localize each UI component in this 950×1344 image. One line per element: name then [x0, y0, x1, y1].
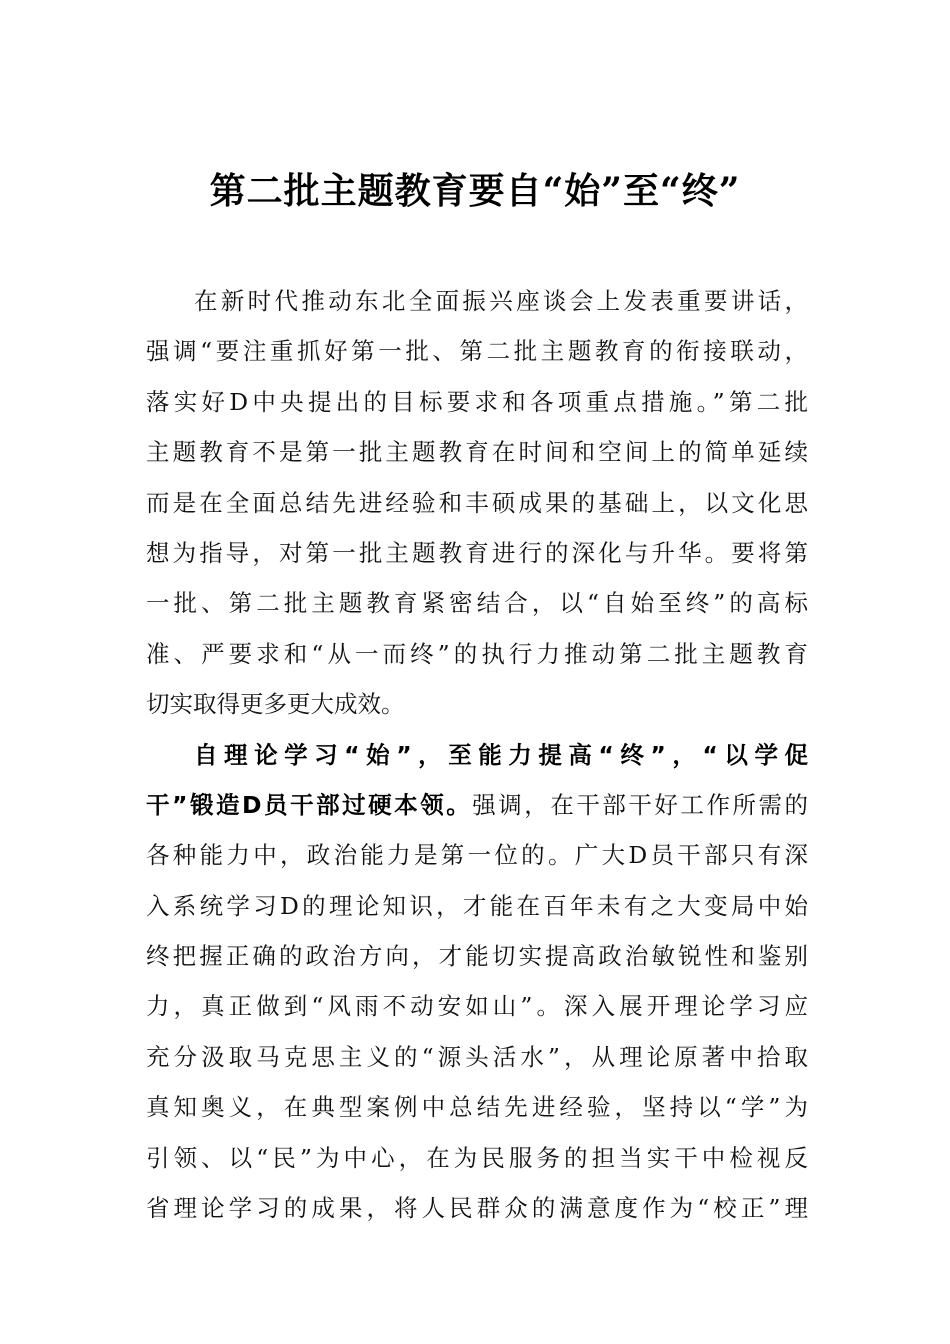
document-title: 第二批主题教育要自“始”至“终”	[209, 170, 741, 212]
text-line: 真知奥义，在典型案例中总结先进经验，坚持以“学”为	[146, 1093, 808, 1122]
text-line: 引领、以“民”为中心，在为民服务的担当实干中检视反	[146, 1143, 808, 1172]
section-heading-continued: 干”锻造D员干部过硬本领。	[146, 790, 473, 819]
text-line: 充分汲取马克思主义的“源头活水”，从理论原著中拾取	[146, 1042, 808, 1071]
document-body	[146, 276, 808, 1233]
text-line: 切实取得更多更大成效。	[146, 690, 405, 719]
text-line	[146, 730, 808, 780]
section-heading: 自理论学习“始”，至能力提高“终”，“以学促	[194, 740, 808, 769]
text-line: 一批、第二批主题教育紧密结合，以“自始至终”的高标	[146, 589, 808, 618]
text-line: 各种能力中，政治能力是第一位的。广大D员干部只有深	[146, 841, 808, 870]
text-line: 省理论学习的成果，将人民群众的满意度作为“校正”理	[146, 1194, 808, 1223]
text-line: 在新时代推动东北全面振兴座谈会上发表重要讲话，	[194, 287, 808, 315]
paragraph-1	[146, 276, 808, 730]
text-line: 而是在全面总结先进经验和丰硕成果的基础上，以文化思	[146, 488, 808, 517]
text-line	[146, 780, 808, 830]
text-line: 入系统学习D的理论知识，才能在百年未有之大变局中始	[146, 891, 808, 920]
text-line: 力，真正做到“风雨不动安如山”。深入展开理论学习应	[146, 992, 808, 1021]
text-line: 强调“要注重抓好第一批、第二批主题教育的衔接联动，	[146, 337, 808, 366]
text-line: 想为指导，对第一批主题教育进行的深化与升华。要将第	[146, 538, 808, 567]
paragraph-2	[146, 730, 808, 1234]
text-line: 落实好D中央提出的目标要求和各项重点措施。”第二批	[146, 387, 808, 416]
text-run: 强调，在干部干好工作所需的	[472, 790, 809, 819]
text-line: 准、严要求和“从一而终”的执行力推动第二批主题教育	[146, 639, 808, 668]
text-line: 主题教育不是第一批主题教育在时间和空间上的简单延续	[146, 438, 808, 467]
text-line: 终把握正确的政治方向，才能切实提高政治敏锐性和鉴别	[146, 942, 808, 971]
